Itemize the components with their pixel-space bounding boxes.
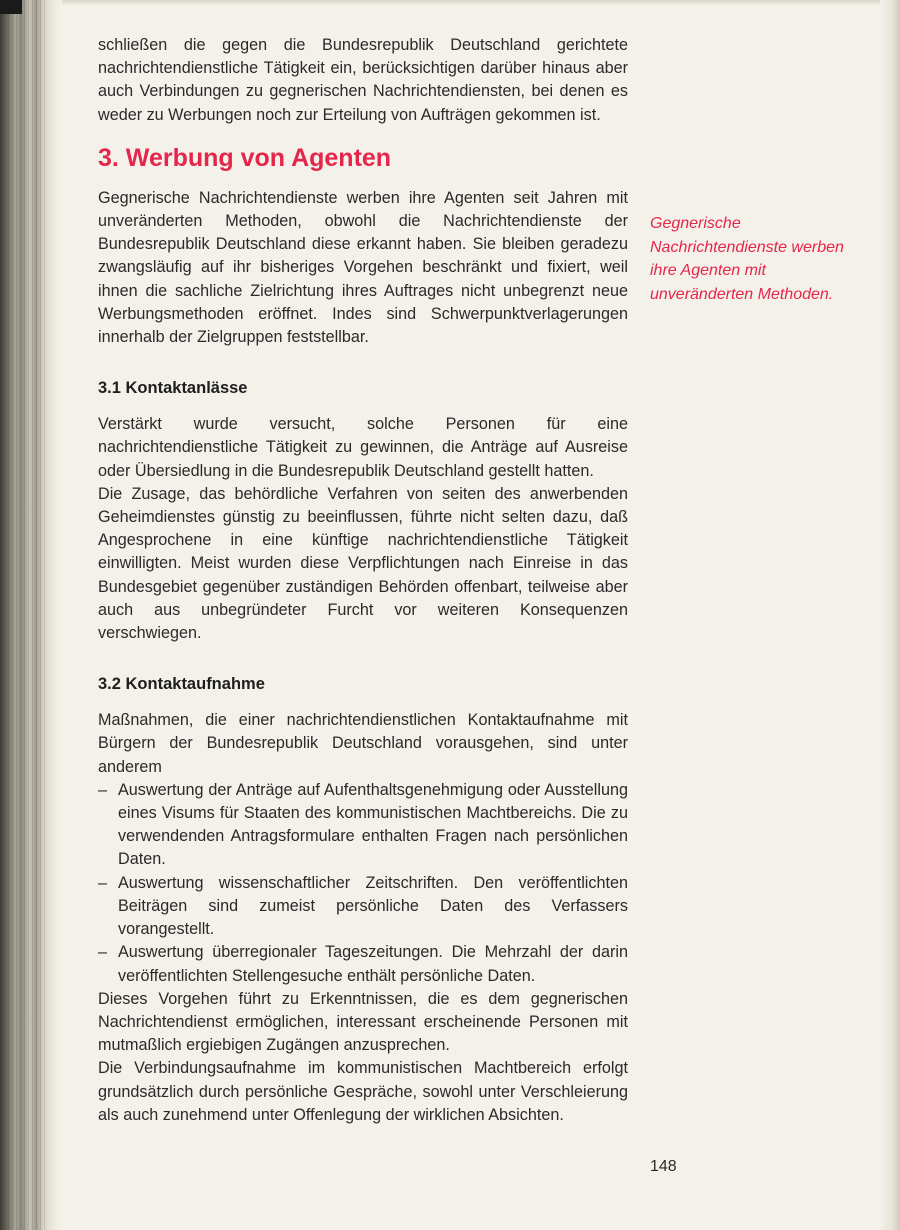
section-title: 3. Werbung von Agenten [98, 143, 392, 172]
subsection-3-2-paragraph-2: Dieses Vorgehen führt zu Erkenntnissen, die es dem gegnerischen Nachrichtendienst ermöglichen, interessant erscheinende Personen mit mutmaßlich ergiebigen Zugängen anzusprechen. [98, 989, 628, 1055]
subsection-title-3-1: 3.1 Kontaktanlässe [98, 379, 248, 398]
subsection-title-3-2: 3.2 Kontaktaufnahme [98, 675, 265, 694]
subsection-3-2-paragraph-3: Die Verbindungsaufnahme im kommunistischen Machtbereich erfolgt grundsätzlich durch persönliche Gespräche, sowohl unter Verschleierung als auch zunehmend unter Offenlegung der wirklichen Absichten. [98, 1059, 628, 1124]
page-right-edge [880, 0, 900, 1230]
measures-list [98, 779, 628, 988]
subsection-3-1-paragraph-2: Die Zusage, das behördliche Verfahren von seiten des anwerbenden Geheimdienstes günstig zu beeinflussen, führte nicht selten dazu, daß Angesprochene in eine künftige nachrichtendienstliche Tätigkeit einwilligten. Meist wurden diese Verpflichtungen nach Einreise in das Bundesgebiet gegenüber zuständigen Behörden offenbart, teilweise aber auch aus unbegründeter Furcht vor weiteren Konsequenzen verschwiegen. [98, 484, 628, 643]
subsection-3-1-paragraph-1: Verstärkt wurde versucht, solche Personen für eine nachrichtendienstliche Tätigkeit zu gewinnen, die Anträge auf Ausreise oder Übersiedlung in die Bundesrepublik Deutschland gestellt hatten. [98, 415, 628, 480]
corner-mark [0, 0, 22, 14]
subsection-3-2-lead: Maßnahmen, die einer nachrichtendienstlichen Kontaktaufnahme mit Bürgern der Bundesrepublik Deutschland vorausgehen, sind unter anderem [98, 711, 628, 776]
page-edges [8, 0, 48, 1230]
list-item: – Auswertung der Anträge auf Aufenthaltsgenehmigung oder Ausstellung eines Visums für Staaten des kommunistischen Machtbereichs. Die zu verwendenden Antragsformulare enthalten Fragen nach persönlichen Daten. [98, 779, 628, 872]
section-paragraph: Gegnerische Nachrichtendienste werben ihre Agenten seit Jahren mit unveränderten Methoden, obwohl die Nachrichtendienste der Bundesrepublik Deutschland diese erkannt haben. Sie bleiben geradezu zwangsläufig auf ihr bisheriges Vorgehen beschränkt und fixiert, weil ihnen die sachliche Zielrichtung ihres Auftrages nicht unbegrenzt neue Werbungsmethoden eröffnet. Indes sind Schwerpunktverlagerungen innerhalb der Zielgruppen feststellbar. [98, 188, 628, 347]
margin-note: Gegnerische Nachrichtendienste werben ihre Agenten mit unveränderten Methoden. [650, 215, 844, 303]
page-top-shade [62, 0, 900, 6]
list-item: – Auswertung überregionaler Tageszeitungen. Die Mehrzahl der darin veröffentlichten Stellengesuche enthält persönliche Daten. [98, 941, 628, 987]
page-number: 148 [650, 1158, 677, 1175]
intro-paragraph: schließen die gegen die Bundesrepublik Deutschland gerichtete nachrichtendienstliche Tätigkeit ein, berücksichtigen darüber hinaus aber auch Verbindungen zu gegnerischen Nachrichtendiensten, bei denen es weder zu Werbungen noch zur Erteilung von Aufträgen gekommen ist. [98, 36, 628, 124]
main-text-column [98, 34, 628, 1127]
list-item: – Auswertung wissenschaftlicher Zeitschriften. Den veröffentlichten Beiträgen sind zumeist persönliche Daten des Verfassers vorangestellt. [98, 872, 628, 942]
